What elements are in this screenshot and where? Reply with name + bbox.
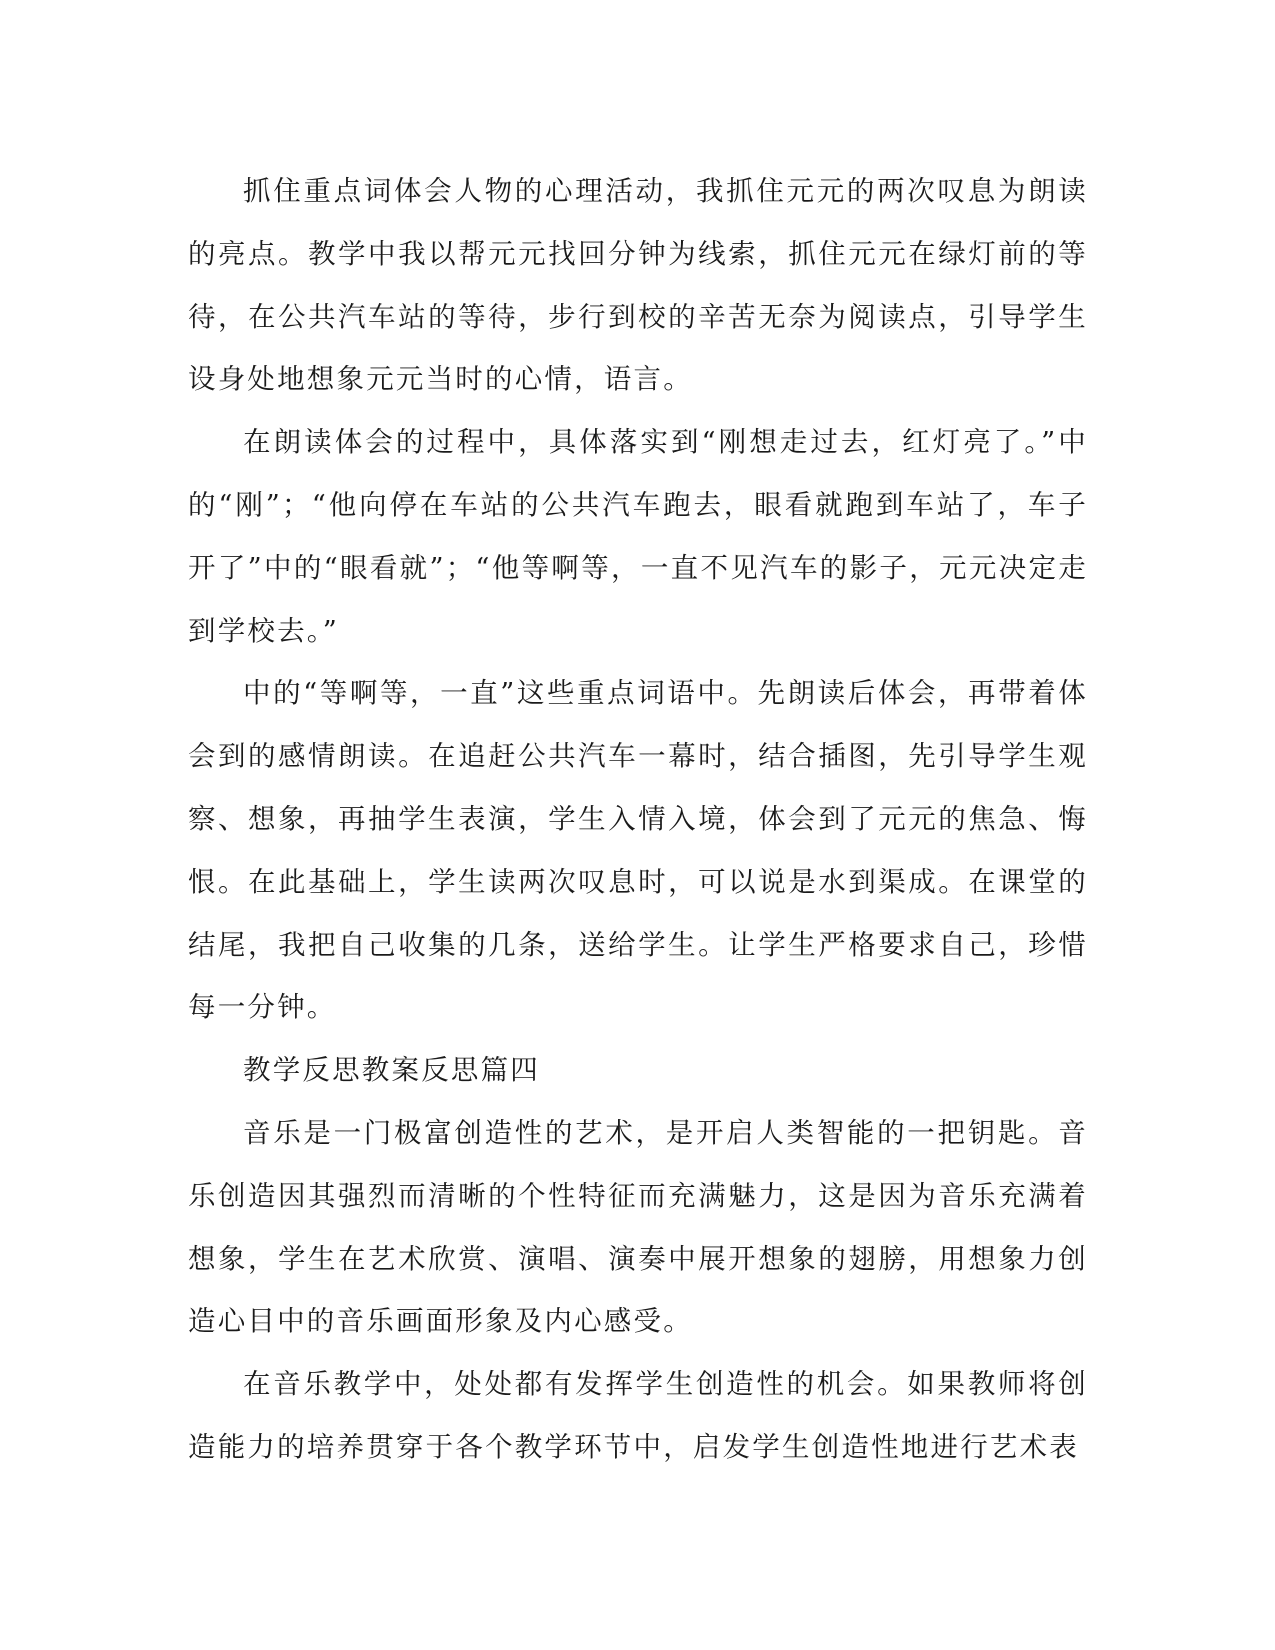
paragraph-5: 在音乐教学中，处处都有发挥学生创造性的机会。如果教师将创造能力的培养贯穿于各个教学环节中，启发学生创造性地进行艺术表 [188, 1368, 1088, 1463]
paragraph-4: 音乐是一门极富创造性的艺术，是开启人类智能的一把钥匙。音乐创造因其强烈而清晰的个性特征而充满魅力，这是因为音乐充满着想象，学生在艺术欣赏、演唱、演奏中展开想象的翅膀，用想象力创造心目中的音乐画面形象及内心感受。 [188, 1116, 1088, 1338]
paragraph-2: 在朗读体会的过程中，具体落实到“刚想走过去，红灯亮了。”中的“刚”；“他向停在车站的公共汽车跑去，眼看就跑到车站了，车子开了”中的“眼看就”；“他等啊等，一直不见汽车的影子，元元决定走到学校去。” [188, 426, 1088, 647]
section-heading: 教学反思教案反思篇四 [243, 1054, 540, 1087]
paragraph-1: 抓住重点词体会人物的心理活动，我抓住元元的两次叹息为朗读的亮点。教学中我以帮元元找回分钟为线索，抓住元元在绿灯前的等待，在公共汽车站的等待，步行到校的辛苦无奈为阅读点，引导学生设身处地想象元元当时的心情，语言。 [188, 175, 1088, 396]
document-body [188, 160, 1088, 1479]
paragraph-3: 中的“等啊等，一直”这些重点词语中。先朗读后体会，再带着体会到的感情朗读。在追赶公共汽车一幕时，结合插图，先引导学生观察、想象，再抽学生表演，学生入情入境，体会到了元元的焦急、悔恨。在此基础上，学生读两次叹息时，可以说是水到渠成。在课堂的结尾，我把自己收集的几条，送给学生。让学生严格要求自己，珍惜每一分钟。 [188, 677, 1088, 1024]
